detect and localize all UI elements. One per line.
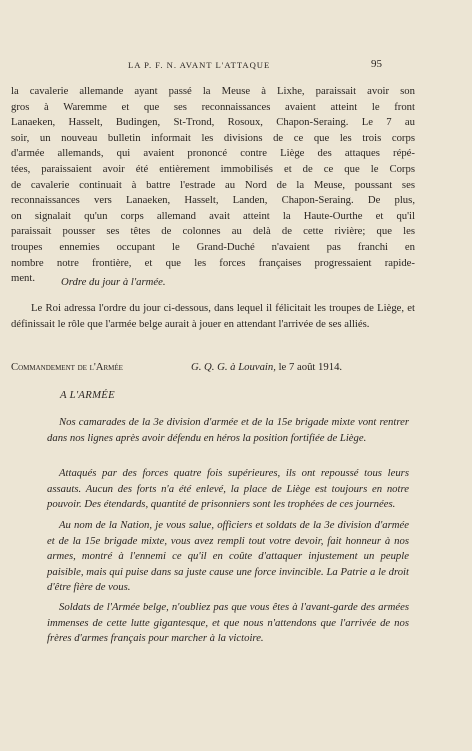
- text-line: gros à Waremme et que ses reconnaissances avaient atteint le front: [11, 100, 415, 113]
- command-dateline: [191, 361, 342, 373]
- address-heading: A L'ARMÉE: [60, 389, 115, 401]
- proclamation-paragraph: Attaqués par des forces quatre fois supérieures, ils ont repoussé tous leurs assauts. Aucun des forts n'a été enlevé, la place de Liège est toujours en notre pouvoir. Des étendards, quantité de prisonniers sont les trophées de ces journées.: [47, 467, 409, 511]
- text-line: nombre notre frontière, et que les forces françaises progressaient rapide-: [11, 256, 415, 269]
- proclamation-paragraph: Nos camarades de la 3e division d'armée et de la 15e brigade mixte vont rentrer dans nos lignes après avoir défendu en héros la position fortifiée de Liège.: [47, 416, 409, 444]
- text-line: ment.: [11, 272, 36, 285]
- command-heading: Commandement de l'Armée: [11, 361, 123, 373]
- page-number: 95: [371, 58, 382, 70]
- text-line: reconnaissances vers Lanaeken, Hasselt, Landen, Chapon-Seraing. De plus,: [11, 194, 415, 207]
- text-line: soir, un nouveau bulletin informait les divisions de ce que les trois corps: [11, 131, 415, 144]
- text-line: paraissait pousser ses têtes de colonnes au delà de cette rivière; que les: [11, 225, 415, 238]
- command-date: le 7 août 1914.: [275, 361, 343, 373]
- text-line: la cavalerie allemande ayant passé la Meuse à Lixhe, paraissait avoir son: [11, 85, 415, 97]
- text-line: troupes ennemies occupant le Grand-Duché n'avaient pas franchi en: [11, 240, 415, 253]
- text-line: Lanaeken, Hasselt, Budingen, St-Trond, Rosoux, Chapon-Seraing. Le 7 au: [11, 116, 415, 129]
- running-title: LA P. F. N. AVANT L'ATTAQUE: [128, 60, 271, 70]
- paragraph-continuation: [11, 84, 415, 287]
- text-line: de cavalerie continuait à battre l'estrade au Nord de la Meuse, poussant ses: [11, 178, 415, 191]
- text-line: on signalait qu'un corps allemand avait atteint la Haute-Ourthe et qu'il: [11, 209, 415, 222]
- page-header: [0, 60, 472, 74]
- proclamation-paragraph: Soldats de l'Armée belge, n'oubliez pas que vous êtes à l'avant-garde des armées immenses de cette lutte gigantesque, et que nous n'attendons que l'arrivée de nos frères d'armes français pour marcher à la victoire.: [47, 601, 409, 645]
- command-place: G. Q. G. à Louvain,: [191, 361, 276, 373]
- proclamation-paragraph: Au nom de la Nation, je vous salue, officiers et soldats de la 3e division d'armée et de la 15e brigade mixte, vous avez rempli tout votre devoir, fait honneur à nos armes, montré à l'ennemi ce qu'il en coûte d'attaquer injustement un peuple paisible, mais qui puise dans sa juste cause une force invincible. La Patrie a le droit d'être fière de vous.: [47, 519, 409, 594]
- text-line: tées, paraissaient avoir été entièrement immobilisés et de ce que le Corps: [11, 162, 415, 175]
- text-line: d'armée allemands, qui avaient prononcé contre Liège des attaques répé-: [11, 147, 415, 160]
- section-heading: Ordre du jour à l'armée.: [61, 276, 166, 288]
- paragraph-intro: Le Roi adressa l'ordre du jour ci-dessous, dans lequel il félicitait les troupes de Liège, et définissait le rôle que l'armée belge aurait à jouer en attendant l'arrivée de ses alliés.: [11, 302, 415, 330]
